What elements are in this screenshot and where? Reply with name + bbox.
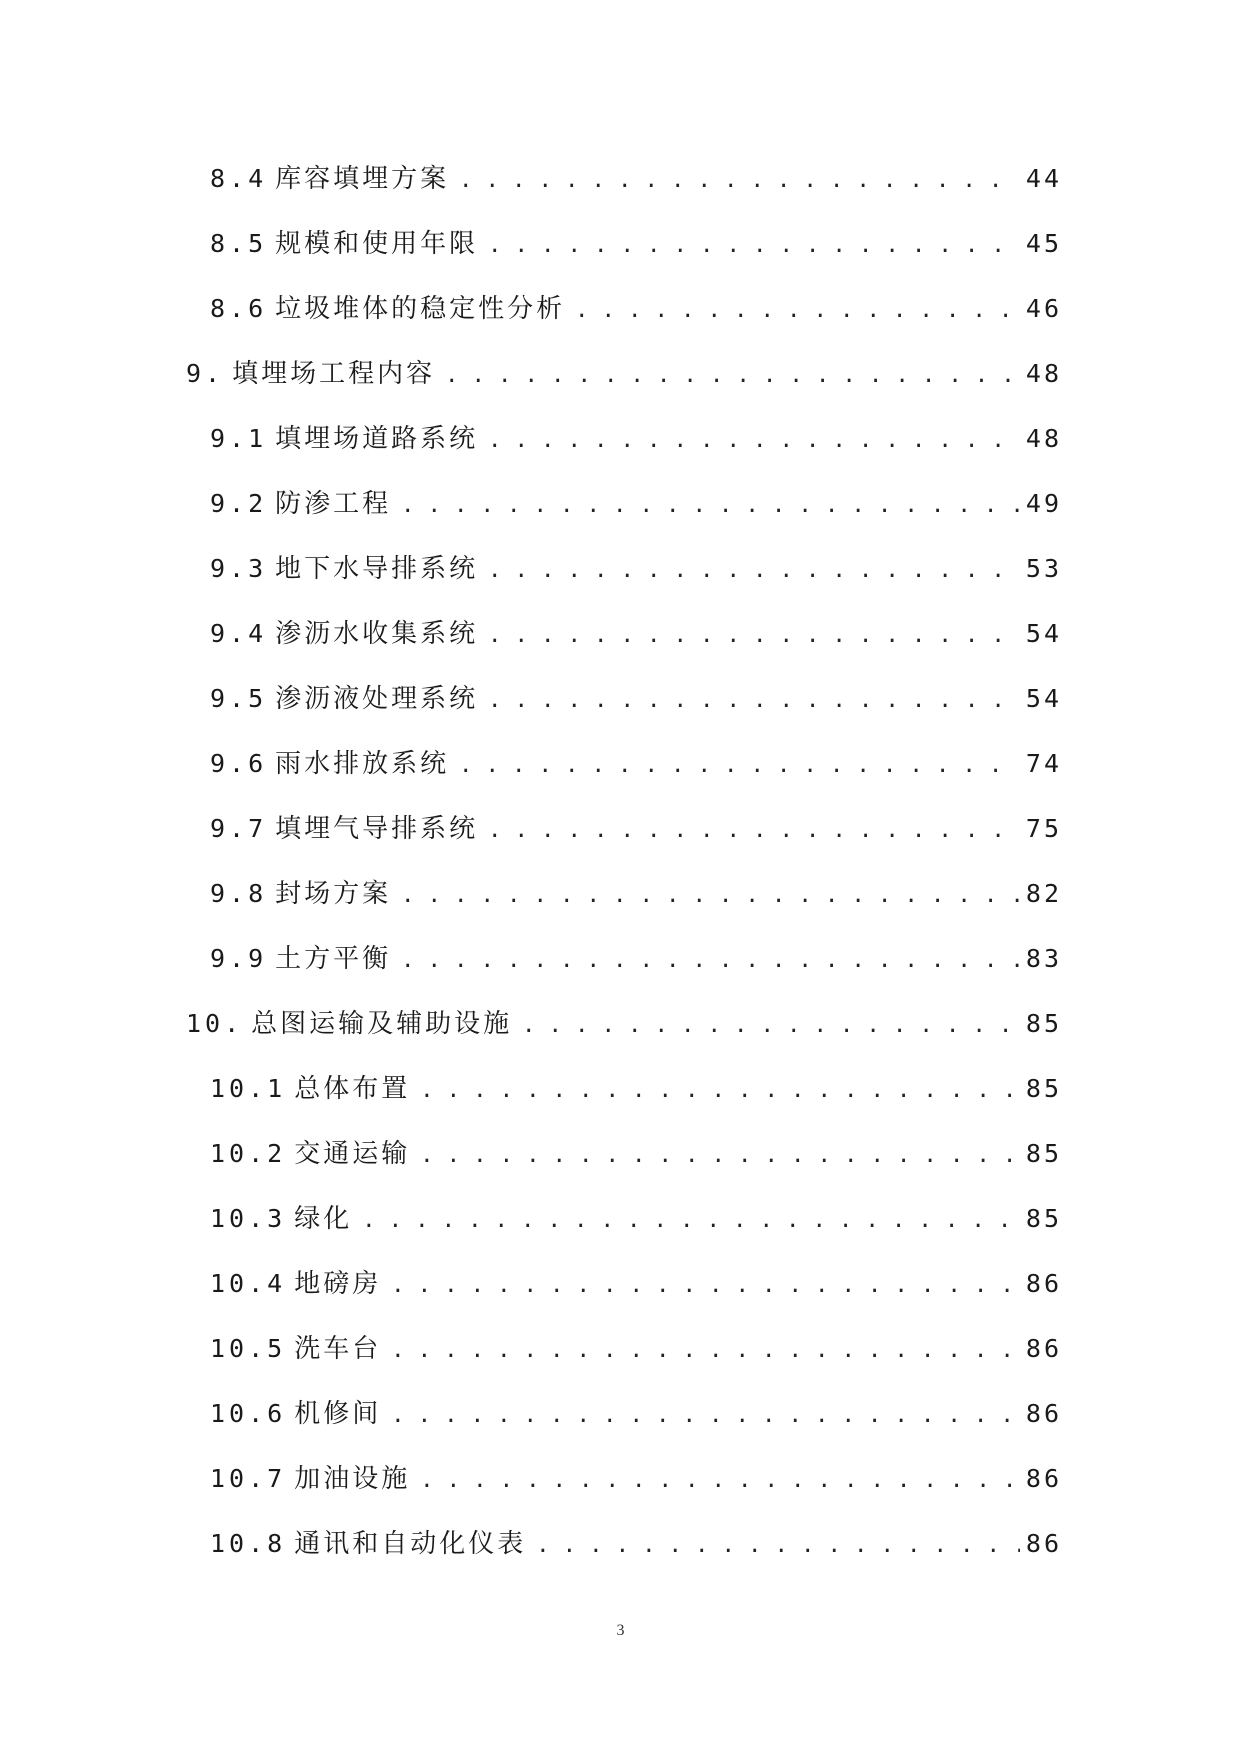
toc-dot-leader: [488, 428, 1020, 453]
toc-entry-number: 8.4: [210, 164, 268, 193]
toc-entry-page: 46: [1025, 294, 1062, 323]
toc-entry-9-9[interactable]: [186, 938, 1062, 1003]
toc-entry-title: 绿化: [294, 1204, 353, 1234]
toc-entry-title: 洗车台: [294, 1334, 382, 1364]
toc-dot-leader: [575, 298, 1020, 323]
toc-entry-number: 9.1: [210, 424, 268, 453]
toc-entry-title: 垃圾堆体的稳定性分析: [275, 294, 566, 324]
toc-entry-number: 8.6: [210, 294, 268, 323]
toc-entry-10-2[interactable]: [186, 1133, 1062, 1198]
toc-entry-9-6[interactable]: [186, 743, 1062, 808]
toc-entry-title: 防渗工程: [275, 489, 392, 519]
toc-entry-title: 渗沥水收集系统: [275, 619, 479, 649]
toc-entry-page: 82: [1025, 879, 1062, 908]
toc-entry-page: 75: [1025, 814, 1062, 843]
toc-entry-10[interactable]: [186, 1003, 1062, 1068]
toc-entry-title: 交通运输: [294, 1139, 411, 1169]
toc-entry-number: 9.6: [210, 749, 268, 778]
toc-entry-page: 86: [1025, 1334, 1062, 1363]
page-number: 3: [616, 1622, 625, 1639]
toc-entry-number: 9.2: [210, 489, 268, 518]
toc-entry-10-5[interactable]: [186, 1328, 1062, 1393]
toc-dot-leader: [420, 1468, 1020, 1493]
toc-entry-page: 86: [1025, 1269, 1062, 1298]
toc-entry-10-8[interactable]: [186, 1523, 1062, 1588]
toc-dot-leader: [488, 233, 1020, 258]
toc-entry-title: 总图运输及辅助设施: [251, 1009, 513, 1039]
toc-entry-page: 49: [1025, 489, 1062, 518]
toc-entry-number: 9.8: [210, 879, 268, 908]
toc-dot-leader: [391, 1403, 1020, 1428]
toc-dot-leader: [401, 948, 1020, 973]
toc-entry-title: 填埋气导排系统: [275, 814, 479, 844]
toc-entry-10-4[interactable]: [186, 1263, 1062, 1328]
toc-entry-title: 封场方案: [275, 879, 392, 909]
toc-entry-page: 54: [1025, 619, 1062, 648]
toc-entry-8-4[interactable]: [186, 158, 1062, 223]
toc-entry-title: 加油设施: [294, 1464, 411, 1494]
toc-entry-9-5[interactable]: [186, 678, 1062, 743]
toc-dot-leader: [445, 363, 1020, 388]
toc-dot-leader: [488, 818, 1020, 843]
toc-dot-leader: [488, 688, 1020, 713]
toc-dot-leader: [459, 168, 1020, 193]
toc-entry-title: 机修间: [294, 1399, 382, 1429]
toc-entry-10-6[interactable]: [186, 1393, 1062, 1458]
toc-entry-number: 8.5: [210, 229, 268, 258]
toc-entry-page: 86: [1025, 1529, 1062, 1558]
toc-entry-page: 86: [1025, 1399, 1062, 1428]
toc-entry-number: 10.6: [210, 1399, 287, 1428]
toc-entry-number: 10.7: [210, 1464, 287, 1493]
toc-entry-number: 9.7: [210, 814, 268, 843]
toc-entry-page: 45: [1025, 229, 1062, 258]
toc-entry-number: 9.: [186, 359, 225, 388]
toc-entry-10-1[interactable]: [186, 1068, 1062, 1133]
toc-entry-8-6[interactable]: [186, 288, 1062, 353]
toc-entry-title: 地磅房: [294, 1269, 382, 1299]
toc-entry-number: 9.3: [210, 554, 268, 583]
toc-dot-leader: [362, 1208, 1020, 1233]
toc-entry-page: 48: [1025, 424, 1062, 453]
toc-entry-page: 48: [1025, 359, 1062, 388]
toc-entry-9-1[interactable]: [186, 418, 1062, 483]
toc-dot-leader: [391, 1338, 1020, 1363]
toc-entry-9-8[interactable]: [186, 873, 1062, 938]
toc-entry-page: 85: [1025, 1009, 1062, 1038]
toc-entry-number: 10.3: [210, 1204, 287, 1233]
toc-dot-leader: [459, 753, 1020, 778]
toc-entry-9[interactable]: [186, 353, 1062, 418]
toc-entry-page: 44: [1025, 164, 1062, 193]
toc-entry-8-5[interactable]: [186, 223, 1062, 288]
toc-entry-title: 规模和使用年限: [275, 229, 479, 259]
toc-entry-page: 83: [1025, 944, 1062, 973]
toc-entry-9-4[interactable]: [186, 613, 1062, 678]
toc-entry-number: 10.: [186, 1009, 244, 1038]
toc-entry-title: 通讯和自动化仪表: [294, 1529, 527, 1559]
toc-entry-page: 85: [1025, 1139, 1062, 1168]
toc-dot-leader: [420, 1078, 1020, 1103]
toc-entry-page: 54: [1025, 684, 1062, 713]
toc-dot-leader: [401, 493, 1020, 518]
toc-entry-9-2[interactable]: [186, 483, 1062, 548]
toc-dot-leader: [420, 1143, 1020, 1168]
toc-entry-page: 74: [1025, 749, 1062, 778]
toc-entry-title: 总体布置: [294, 1074, 411, 1104]
toc-entry-title: 雨水排放系统: [275, 749, 450, 779]
toc-entry-title: 填埋场道路系统: [275, 424, 479, 454]
toc-entry-10-7[interactable]: [186, 1458, 1062, 1523]
toc-entry-title: 渗沥液处理系统: [275, 684, 479, 714]
table-of-contents: [186, 158, 1062, 1588]
toc-entry-9-7[interactable]: [186, 808, 1062, 873]
toc-entry-page: 86: [1025, 1464, 1062, 1493]
toc-entry-page: 85: [1025, 1074, 1062, 1103]
toc-entry-page: 85: [1025, 1204, 1062, 1233]
toc-entry-number: 10.1: [210, 1074, 287, 1103]
toc-entry-title: 库容填埋方案: [275, 164, 450, 194]
toc-dot-leader: [391, 1273, 1020, 1298]
toc-entry-title: 土方平衡: [275, 944, 392, 974]
toc-entry-title: 地下水导排系统: [275, 554, 479, 584]
toc-entry-10-3[interactable]: [186, 1198, 1062, 1263]
toc-entry-page: 53: [1025, 554, 1062, 583]
toc-entry-number: 10.2: [210, 1139, 287, 1168]
toc-entry-number: 10.8: [210, 1529, 287, 1558]
toc-entry-9-3[interactable]: [186, 548, 1062, 613]
toc-entry-number: 10.4: [210, 1269, 287, 1298]
toc-entry-number: 9.5: [210, 684, 268, 713]
toc-dot-leader: [401, 883, 1020, 908]
toc-entry-number: 9.4: [210, 619, 268, 648]
toc-dot-leader: [488, 558, 1020, 583]
toc-dot-leader: [522, 1013, 1020, 1038]
toc-entry-number: 9.9: [210, 944, 268, 973]
toc-dot-leader: [536, 1533, 1020, 1558]
toc-entry-title: 填埋场工程内容: [232, 359, 436, 389]
toc-entry-number: 10.5: [210, 1334, 287, 1363]
toc-dot-leader: [488, 623, 1020, 648]
